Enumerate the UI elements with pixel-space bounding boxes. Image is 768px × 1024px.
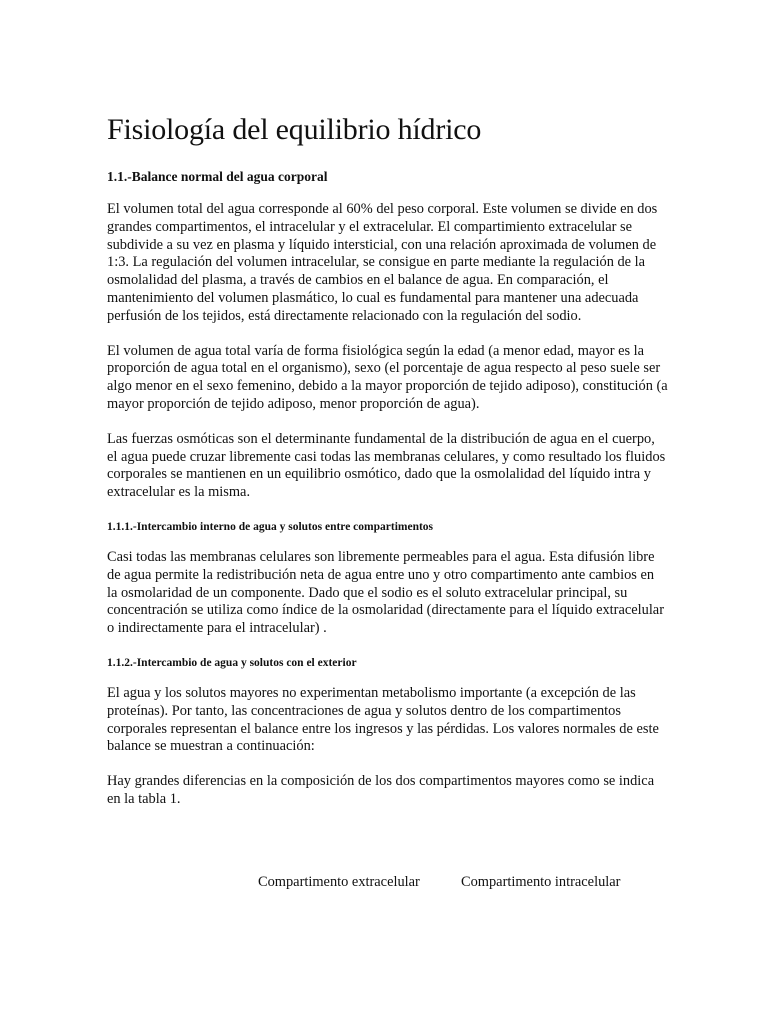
- paragraph-external-exchange: El agua y los solutos mayores no experimentan metabolismo importante (a excepción de las proteínas). Por tanto, las concentraciones de agua y solutos dentro de los compartimentos corporales representan el balance entre los ingresos y las pérdidas. Los valores normales de este balance se muestran a continuación:: [107, 684, 659, 755]
- document-title: Fisiología del equilibrio hídrico: [107, 113, 482, 146]
- paragraph-table-intro: Hay grandes diferencias en la composición de los dos compartimentos mayores como se indica en la tabla 1.: [107, 773, 655, 807]
- section-heading-1-1-1: 1.1.1.-Intercambio interno de agua y solutos entre compartimentos: [107, 520, 434, 533]
- section-heading-1-1-2: 1.1.2.-Intercambio de agua y solutos con el exterior: [107, 656, 357, 669]
- paragraph-water-variation: El volumen de agua total varía de forma fisiológica según la edad (a menor edad, mayor es la proporción de agua total en el organismo), sexo (el porcentaje de agua respecto al peso suele ser algo menor en el sexo femenino, debido a la mayor proporción de tejido adiposo), constitución (a mayor proporción de tejido adiposo, menor proporción de agua).: [107, 342, 668, 412]
- paragraph-water-volume: El volumen total del agua corresponde al 60% del peso corporal. Este volumen se divide en dos grandes compartimentos, el intracelular y el extracelular. El compartimiento extracelular se subdivide a su vez en plasma y líquido intersticial, con una relación aproximada de volumen de 1:3. La regulación del volumen intracelular, se consigue en parte mediante la regulación de la osmolalidad del plasma, a través de cambios en el balance de agua. En comparación, el mantenimiento del volumen plasmático, lo cual es fundamental para mantener una adecuada perfusión de los tejidos, está directamente relacionado con la regulación del sodio.: [107, 201, 658, 324]
- table-header-row: [0, 874, 768, 896]
- paragraph-osmotic-forces: Las fuerzas osmóticas son el determinante fundamental de la distribución de agua en el cuerpo, el agua puede cruzar libremente casi todas las membranas celulares, y como resultado los fluidos corporales se mantienen en un equilibrio osmótico, dado que la osmolalidad del líquido intra y extracelular es la misma.: [107, 430, 666, 501]
- table-column-intracellular: Compartimento intracelular: [461, 874, 621, 890]
- section-heading-1-1: 1.1.-Balance normal del agua corporal: [107, 169, 328, 184]
- table-column-extracellular: Compartimento extracelular: [258, 874, 420, 890]
- paragraph-internal-exchange: Casi todas las membranas celulares son libremente permeables para el agua. Esta difusión libre de agua permite la redistribución neta de agua entre uno y otro compartimento ante cambios en la osmolaridad de un componente. Dado que el sodio es el soluto extracelular principal, su concentración se utiliza como índice de la osmolaridad (directamente para el líquido extracelular o indirectamente para el intracelular) .: [107, 548, 664, 637]
